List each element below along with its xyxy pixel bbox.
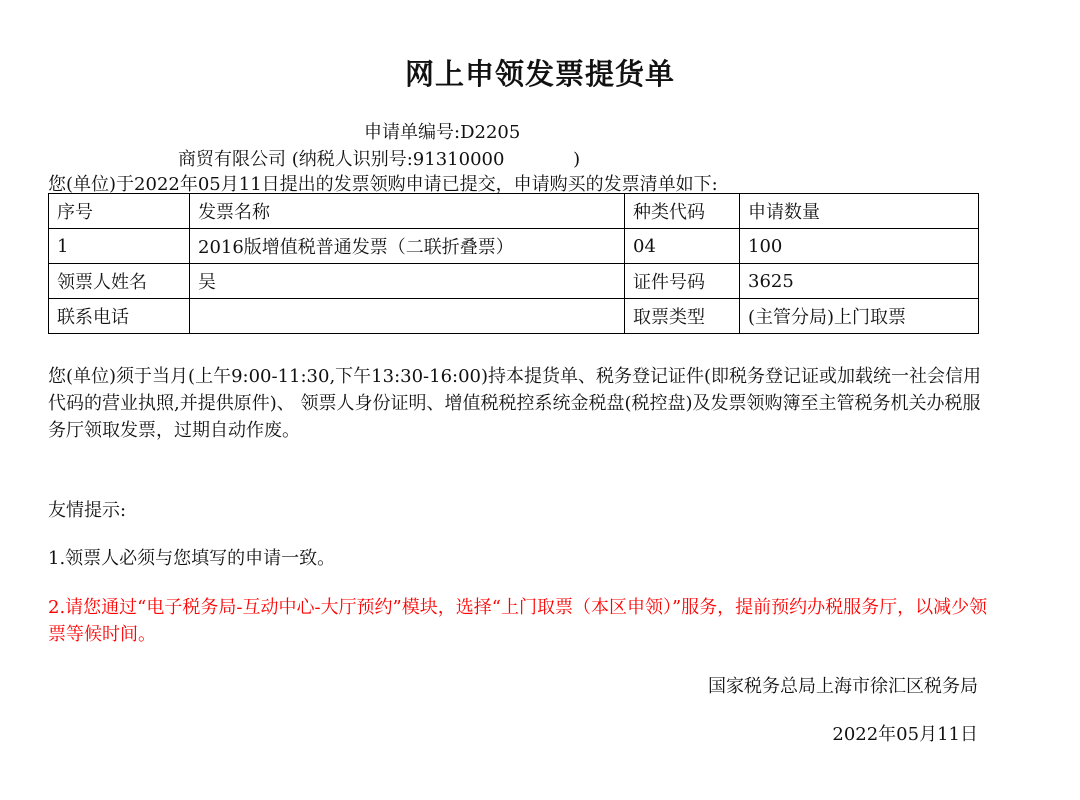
- cell-pickup-type-value: (主管分局)上门取票: [740, 299, 979, 334]
- cell-type-code: 04: [625, 229, 740, 264]
- intro-text: 您(单位)于2022年05月11日提出的发票领购申请已提交，申请购买的发票清单如下:: [48, 174, 718, 195]
- tip-two: 2.请您通过“电子税务局-互动中心-大厅预约”模块，选择“上门取票（本区申领）”服务，提前预约办税服务厅，以减少领票等候时间。: [48, 597, 988, 645]
- document-title: 网上申领发票提货单: [404, 57, 675, 91]
- cell-id-number: 3625: [740, 264, 979, 299]
- cell-pickup-type-label: 取票类型: [625, 299, 740, 334]
- cell-phone-value: [190, 299, 625, 334]
- tips-heading: 友情提示:: [48, 500, 127, 521]
- application-number: 申请单编号:D2205: [364, 122, 521, 143]
- table-row: [49, 299, 979, 334]
- table-header-row: [49, 194, 979, 229]
- cell-recipient-name: 吴: [190, 264, 625, 299]
- invoice-table: [48, 193, 979, 334]
- header-cell-quantity: 申请数量: [740, 194, 979, 229]
- issuing-authority: 国家税务总局上海市徐汇区税务局: [708, 676, 978, 697]
- tip-one: 1.领票人必须与您填写的申请一致。: [48, 548, 336, 569]
- header-cell-invoice-name: 发票名称: [190, 194, 625, 229]
- cell-id-label: 证件号码: [625, 264, 740, 299]
- header-cell-seq: 序号: [49, 194, 190, 229]
- header-cell-type-code: 种类代码: [625, 194, 740, 229]
- table-row: [49, 229, 979, 264]
- cell-invoice-name: 2016版增值税普通发票（二联折叠票）: [190, 229, 625, 264]
- cell-quantity: 100: [740, 229, 979, 264]
- cell-phone-label: 联系电话: [49, 299, 190, 334]
- cell-seq: 1: [49, 229, 190, 264]
- cell-recipient-label: 领票人姓名: [49, 264, 190, 299]
- table-row: [49, 264, 979, 299]
- issue-date: 2022年05月11日: [832, 724, 978, 745]
- instructions-paragraph: 您(单位)须于当月(上午9:00-11:30,下午13:30-16:00)持本提货单、税务登记证件(即税务登记证或加载统一社会信用代码的营业执照,并提供原件)、 领票人身份证明、增值税税控系统金税盘(税控盘)及发票领购簿至主管税务机关办税服务厅领取发票，过期自动作废。: [48, 366, 982, 441]
- company-line: 商贸有限公司 (纳税人识别号:91310000 ): [178, 149, 581, 170]
